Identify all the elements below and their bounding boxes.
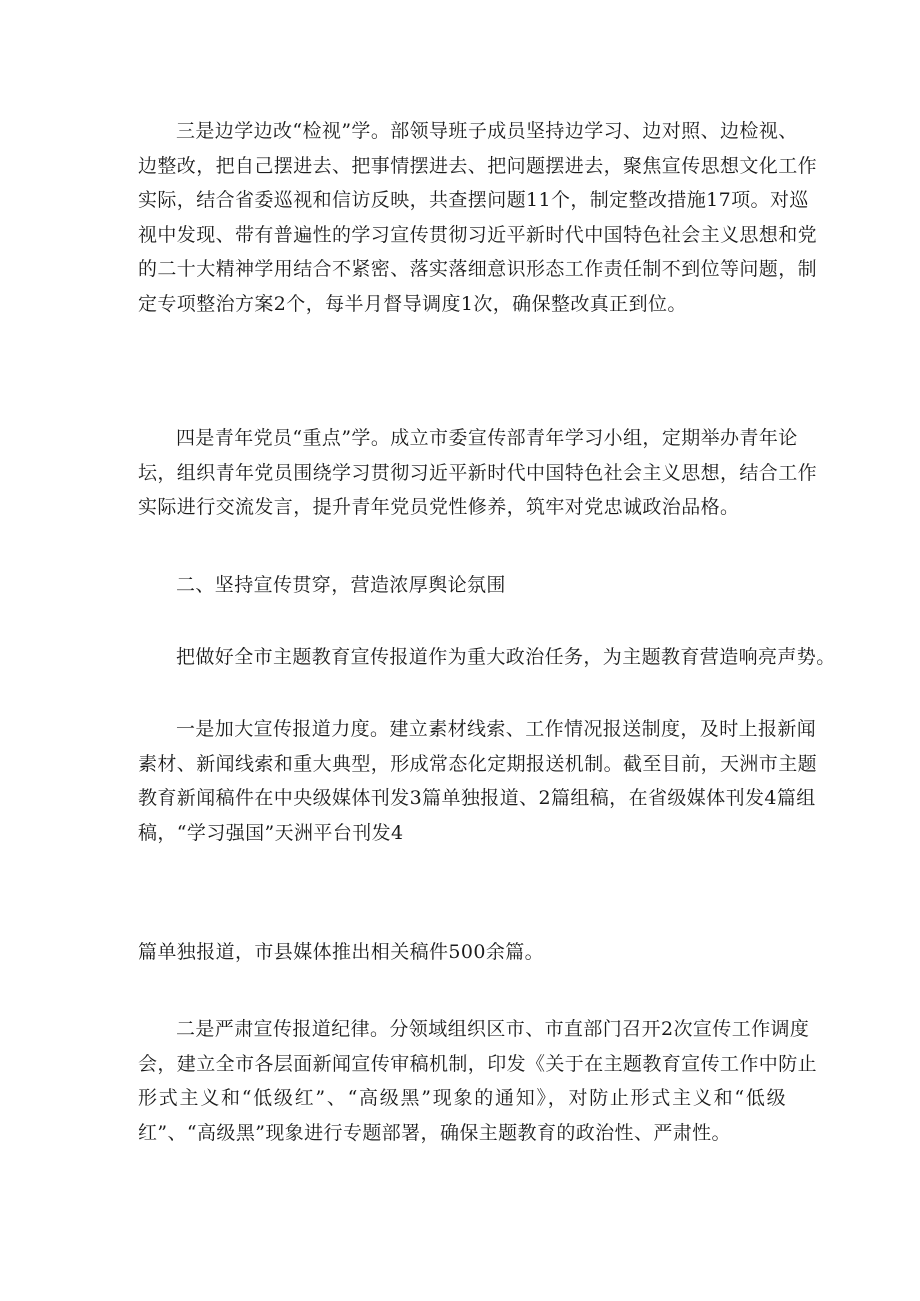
text-line: 三是边学边改“检视”学。部领导班子成员坚持边学习、边对照、边检视、 — [176, 120, 798, 142]
text-line: 实际进行交流发言，提升青年党员党性修养，筑牢对党忠诚政治品格。 — [138, 496, 740, 518]
text-line: 二是严肃宣传报道纪律。分领域组织区市、市直部门召开2次宣传工作调度 — [176, 1018, 810, 1040]
text-line: 四是青年党员“重点”学。成立市委宣传部青年学习小组，定期举办青年论 — [176, 427, 798, 449]
text-line: 会，建立全市各层面新闻宣传审稿机制，印发《关于在主题教育宣传工作中防止 — [138, 1052, 818, 1075]
text-line: 坛，组织青年党员围绕学习贯彻习近平新时代中国特色社会主义思想，结合工作 — [138, 461, 818, 484]
text-line: 篇单独报道，市县媒体推出相关稿件500余篇。 — [138, 941, 545, 963]
paragraph-publicity-discipline — [138, 1012, 818, 1150]
text-line: 边整改，把自己摆进去、把事情摆进去、把问题摆进去，聚焦宣传思想文化工作 — [138, 154, 818, 177]
text-line: 红”、“高级黑”现象进行专题部署，确保主题教育的政治性、严肃性。 — [138, 1121, 731, 1144]
text-line: 形式主义和“低级红”、“高级黑”现象的通知》，对防止形式主义和“低级 — [138, 1087, 786, 1109]
paragraph-study-and-rectify — [138, 114, 818, 321]
paragraph-continuation — [138, 935, 786, 970]
paragraph-intro — [138, 640, 836, 675]
text-line: 稿，“学习强国”天洲平台刊发4 — [138, 821, 404, 844]
text-line: 把做好全市主题教育宣传报道作为重大政治任务，为主题教育营造响亮声势。 — [176, 646, 836, 668]
text-line: 定专项整治方案2个，每半月督导调度1次，确保整改真正到位。 — [138, 292, 687, 315]
paragraph-youth-members — [138, 421, 818, 525]
text-line: 一是加大宣传报道力度。建立素材线索、工作情况报送制度，及时上报新闻 — [176, 718, 817, 740]
text-line: 的二十大精神学用结合不紧密、落实落细意识形态工作责任制不到位等问题，制 — [138, 258, 818, 280]
text-line: 教育新闻稿件在中央级媒体刊发3篇单独报道、2篇组稿，在省级媒体刊发4篇组 — [138, 787, 816, 809]
text-line: 素材、新闻线索和重大典型，形成常态化定期报送机制。截至目前，天洲市主题 — [138, 752, 818, 775]
section-heading — [138, 568, 786, 603]
heading-text: 二、坚持宣传贯穿，营造浓厚舆论氛围 — [176, 574, 506, 596]
text-line: 实际，结合省委巡视和信访反映，共查摆问题11个，制定整改措施17项。对巡 — [138, 189, 809, 211]
text-line: 视中发现、带有普遍性的学习宣传贯彻习近平新时代中国特色社会主义思想和党 — [138, 223, 818, 246]
paragraph-publicity-strength — [138, 712, 818, 850]
